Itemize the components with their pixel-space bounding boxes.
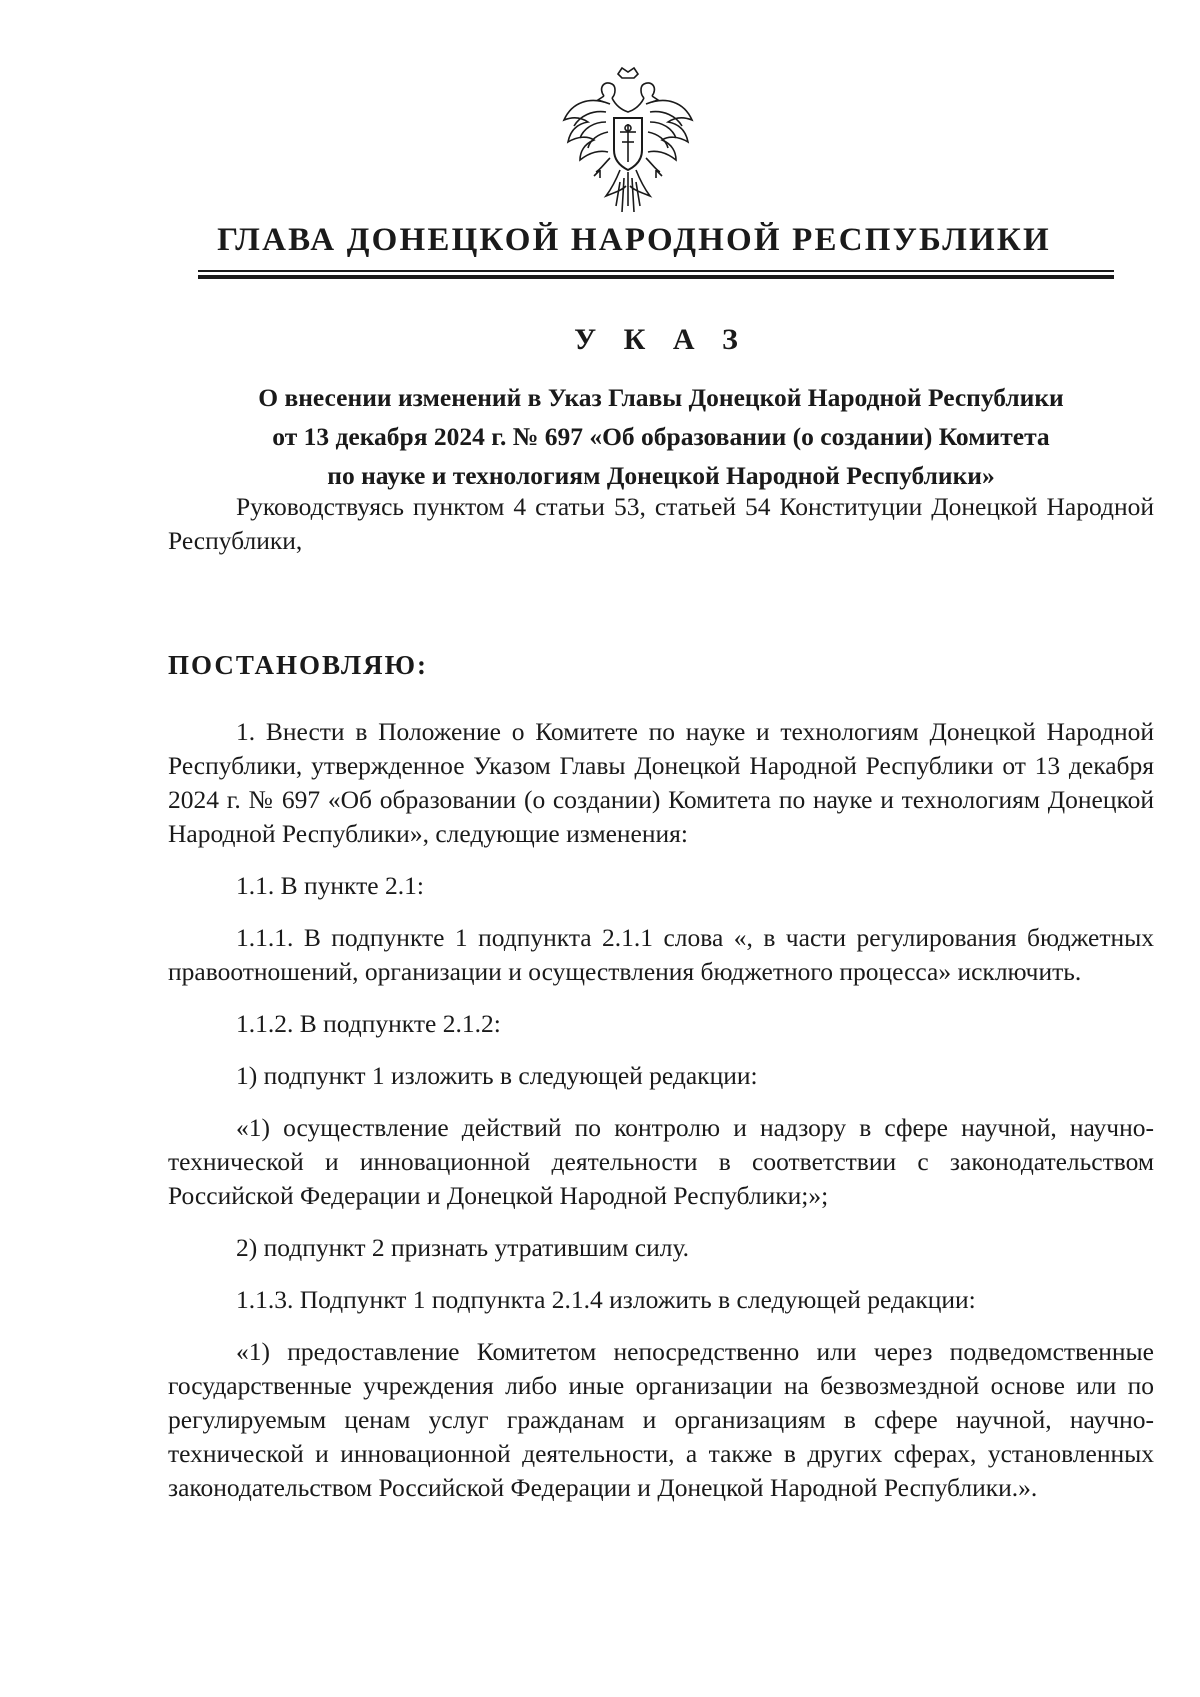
subject-line: по науке и технологиям Донецкой Народной Республики» xyxy=(327,461,995,490)
paragraph: 2) подпункт 2 признать утратившим силу. xyxy=(236,1233,690,1262)
header-divider-thick xyxy=(198,275,1114,279)
preamble: Руководствуясь пунктом 4 статьи 53, статьей 54 Конституции Донецкой Народной Республики, xyxy=(168,492,1154,555)
paragraph: 1. Внести в Положение о Комитете по науке и технологиям Донецкой Народной Республики, утвержденное Указом Главы Донецкой Народной Республики от 13 декабря 2024 г. № 697 «Об образовании (о создании) Комитета по науке и технологиям Донецкой Народной Республики», следующие изменения: xyxy=(168,717,1154,848)
decree-word: ПОСТАНОВЛЯЮ: xyxy=(168,650,428,680)
header-divider-thin xyxy=(198,270,1114,272)
org-title: ГЛАВА ДОНЕЦКОЙ НАРОДНОЙ РЕСПУБЛИКИ xyxy=(217,222,1051,258)
document-subject xyxy=(168,378,1154,495)
preamble-block xyxy=(168,490,1154,576)
paragraph: 1.1.3. Подпункт 1 подпункта 2.1.4 изложить в следующей редакции: xyxy=(236,1285,976,1314)
paragraph: «1) осуществление действий по контролю и надзору в сфере научной, научно-технической и инновационной деятельности в соответствии с законодательством Российской Федерации и Донецкой Народной Республики;»; xyxy=(168,1113,1154,1210)
document-type: У К А З xyxy=(574,323,748,356)
subject-line: от 13 декабря 2024 г. № 697 «Об образовании (о создании) Комитета xyxy=(272,422,1050,451)
subject-line: О внесении изменений в Указ Главы Донецкой Народной Республики xyxy=(258,383,1064,412)
paragraph: 1) подпункт 1 изложить в следующей редакции: xyxy=(236,1061,758,1090)
paragraph: «1) предоставление Комитетом непосредственно или через подведомственные государственные учреждения либо иные организации на безвозмездной основе или по регулируемым ценам услуг гражданам и организациям в сфере научной, научно-технической и инновационной деятельности, а также в других сферах, установленных законодательством Российской Федерации и Донецкой Народной Республики.». xyxy=(168,1337,1154,1502)
decree-body xyxy=(168,715,1154,1523)
paragraph: 1.1.1. В подпункте 1 подпункта 2.1.1 слова «, в части регулирования бюджетных правоотношений, организации и осуществления бюджетного процесса» исключить. xyxy=(168,923,1154,986)
coat-of-arms-icon xyxy=(560,66,696,218)
paragraph: 1.1. В пункте 2.1: xyxy=(236,871,424,900)
paragraph: 1.1.2. В подпункте 2.1.2: xyxy=(236,1009,501,1038)
